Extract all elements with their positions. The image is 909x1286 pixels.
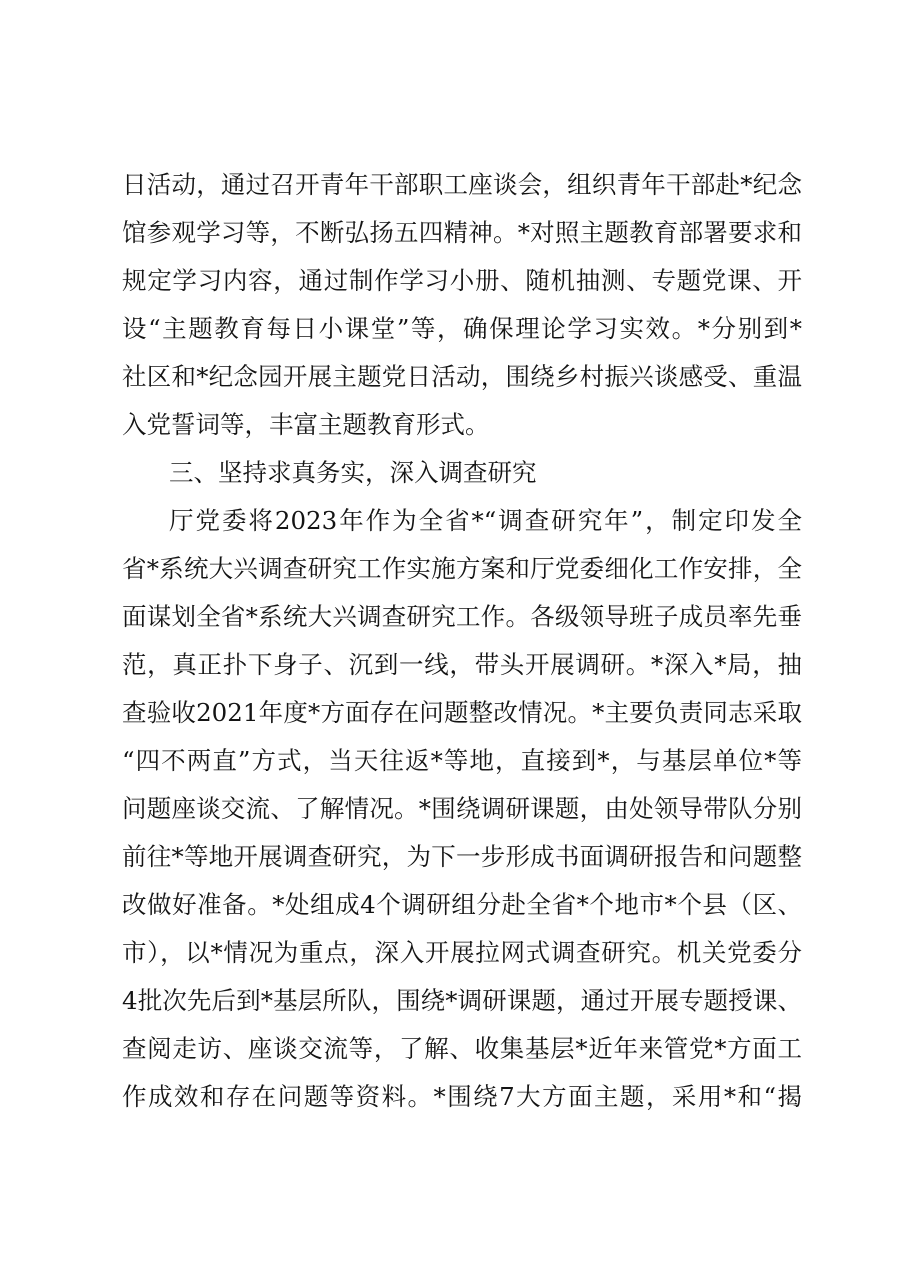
paragraph-1-line-3: 规定学习内容，通过制作学习小册、随机抽测、专题党课、开 bbox=[122, 266, 802, 295]
paragraph-2-line-9: 改做好准备。*处组成4个调研组分赴全省*个地市*个县（区、 bbox=[122, 890, 802, 919]
paragraph-1-line-4: 设“主题教育每日小课堂”等，确保理论学习实效。*分别到* bbox=[122, 314, 802, 343]
paragraph-2-line-11: 4批次先后到*基层所队，围绕*调研课题，通过开展专题授课、 bbox=[122, 986, 802, 1015]
paragraph-2-line-12: 查阅走访、座谈交流等，了解、收集基层*近年来管党*方面工 bbox=[122, 1034, 802, 1063]
paragraph-2-line-7: 问题座谈交流、了解情况。*围绕调研课题，由处领导带队分别 bbox=[122, 794, 802, 823]
paragraph-2-line-2: 省*系统大兴调查研究工作实施方案和厅党委细化工作安排，全 bbox=[122, 554, 802, 583]
paragraph-2-line-8: 前往*等地开展调查研究，为下一步形成书面调研报告和问题整 bbox=[122, 842, 802, 871]
paragraph-2-line-4: 范，真正扑下身子、沉到一线，带头开展调研。*深入*局，抽 bbox=[122, 650, 802, 679]
paragraph-1-line-5: 社区和*纪念园开展主题党日活动，围绕乡村振兴谈感受、重温 bbox=[122, 362, 802, 391]
section-heading-3: 三、坚持求真务实，深入调查研究 bbox=[169, 458, 537, 487]
paragraph-2-line-1: 厅党委将2023年作为全省*“调查研究年”，制定印发全 bbox=[169, 506, 802, 535]
paragraph-1-line-1: 日活动，通过召开青年干部职工座谈会，组织青年干部赴*纪念 bbox=[122, 170, 802, 199]
paragraph-2-line-6: “四不两直”方式，当天往返*等地，直接到*，与基层单位*等 bbox=[122, 746, 802, 775]
paragraph-1-line-2: 馆参观学习等，不断弘扬五四精神。*对照主题教育部署要求和 bbox=[122, 218, 802, 247]
paragraph-2-line-3: 面谋划全省*系统大兴调查研究工作。各级领导班子成员率先垂 bbox=[122, 602, 802, 631]
paragraph-2-line-5: 查验收2021年度*方面存在问题整改情况。*主要负责同志采取 bbox=[122, 698, 802, 727]
paragraph-2-line-10: 市），以*情况为重点，深入开展拉网式调查研究。机关党委分 bbox=[122, 938, 802, 967]
paragraph-1-line-6: 入党誓词等，丰富主题教育形式。 bbox=[122, 410, 490, 439]
paragraph-2-line-13: 作成效和存在问题等资料。*围绕7大方面主题，采用*和“揭 bbox=[122, 1082, 802, 1111]
